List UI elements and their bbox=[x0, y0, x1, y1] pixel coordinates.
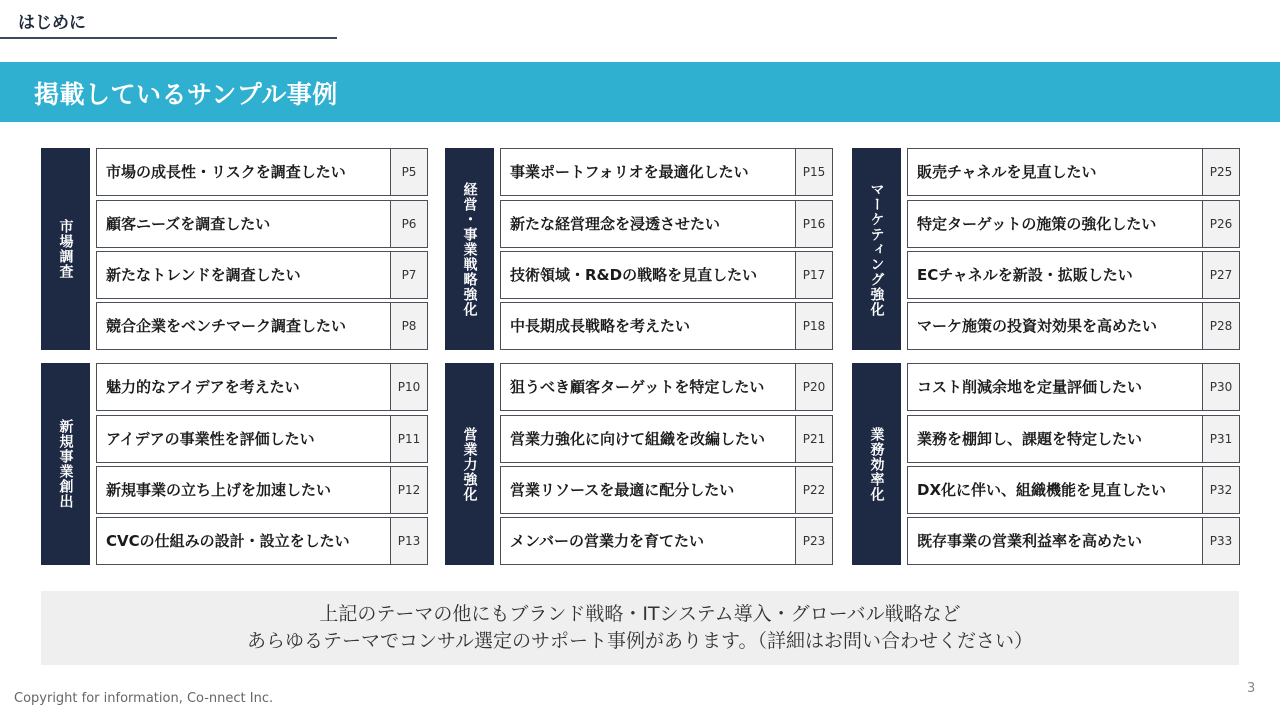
theme-item-page: P12 bbox=[390, 467, 427, 513]
theme-item-text: 市場の成長性・リスクを調査したい bbox=[106, 163, 346, 181]
category-label: 営業力強化 bbox=[461, 426, 478, 502]
theme-item-text: 営業リソースを最適に配分したい bbox=[510, 481, 735, 499]
category-label: 市場調査 bbox=[57, 219, 74, 279]
theme-item-page: P20 bbox=[795, 364, 832, 410]
theme-item-page: P27 bbox=[1202, 252, 1239, 298]
theme-item-text: 事業ポートフォリオを最適化したい bbox=[510, 163, 749, 181]
theme-item-page: P26 bbox=[1202, 201, 1239, 247]
theme-item-text: 技術領域・R&Dの戦略を見直したい bbox=[510, 266, 758, 284]
theme-item-page: P13 bbox=[390, 518, 427, 564]
theme-item-page: P5 bbox=[390, 149, 427, 195]
theme-item-text: 特定ターゲットの施策の強化したい bbox=[917, 215, 1157, 233]
theme-item[interactable] bbox=[500, 466, 833, 514]
theme-item-text: CVCの仕組みの設計・設立をしたい bbox=[106, 532, 350, 550]
theme-item[interactable] bbox=[907, 517, 1240, 565]
copyright-text: Copyright for information, Co-nnect Inc. bbox=[14, 691, 274, 706]
theme-item-text: 魅力的なアイデアを考えたい bbox=[106, 378, 300, 396]
theme-item[interactable] bbox=[907, 148, 1240, 196]
theme-item-text: メンバーの営業力を育てたい bbox=[510, 532, 704, 550]
theme-item-page: P17 bbox=[795, 252, 832, 298]
theme-item-text: 販売チャネルを見直したい bbox=[917, 163, 1097, 181]
theme-item[interactable] bbox=[96, 363, 428, 411]
theme-item-page: P10 bbox=[390, 364, 427, 410]
note-line: あらゆるテーマでコンサル選定のサポート事例があります。（詳細はお問い合わせください） bbox=[246, 630, 1034, 652]
category-label-box bbox=[445, 148, 494, 350]
theme-item[interactable] bbox=[500, 302, 833, 350]
theme-item-text: マーケ施策の投資対効果を高めたい bbox=[917, 317, 1158, 335]
section-divider bbox=[0, 37, 337, 39]
theme-item[interactable] bbox=[907, 200, 1240, 248]
section-tag: はじめに bbox=[18, 13, 86, 33]
theme-item[interactable] bbox=[500, 148, 833, 196]
category-label: マーケティング強化 bbox=[868, 181, 885, 317]
theme-item[interactable] bbox=[907, 415, 1240, 463]
category-label-box bbox=[852, 363, 901, 565]
theme-item-page: P18 bbox=[795, 303, 832, 349]
theme-item-page: P15 bbox=[795, 149, 832, 195]
theme-item-page: P25 bbox=[1202, 149, 1239, 195]
theme-item-text: 新規事業の立ち上げを加速したい bbox=[106, 481, 332, 499]
theme-item[interactable] bbox=[96, 517, 428, 565]
theme-item-page: P7 bbox=[390, 252, 427, 298]
theme-item-page: P28 bbox=[1202, 303, 1239, 349]
theme-item[interactable] bbox=[96, 251, 428, 299]
theme-group-marketing bbox=[852, 148, 1240, 350]
theme-item[interactable] bbox=[500, 415, 833, 463]
theme-group-market-research bbox=[41, 148, 428, 350]
theme-item-page: P11 bbox=[390, 416, 427, 462]
theme-item-text: 既存事業の営業利益率を高めたい bbox=[917, 532, 1143, 550]
theme-item[interactable] bbox=[500, 200, 833, 248]
page-title: 掲載しているサンプル事例 bbox=[34, 80, 338, 109]
theme-item-text: 顧客ニーズを調査したい bbox=[106, 215, 271, 233]
page-number: 3 bbox=[1247, 681, 1256, 696]
theme-item-page: P30 bbox=[1202, 364, 1239, 410]
title-banner bbox=[0, 62, 1280, 122]
theme-item-page: P22 bbox=[795, 467, 832, 513]
theme-item-page: P8 bbox=[390, 303, 427, 349]
note-box bbox=[41, 591, 1239, 665]
category-label-box bbox=[445, 363, 494, 565]
theme-item-page: P23 bbox=[795, 518, 832, 564]
theme-item[interactable] bbox=[907, 363, 1240, 411]
theme-item-text: DX化に伴い、組織機能を見直したい bbox=[917, 481, 1167, 499]
theme-item[interactable] bbox=[500, 363, 833, 411]
category-label-box bbox=[852, 148, 901, 350]
theme-item[interactable] bbox=[96, 302, 428, 350]
theme-item[interactable] bbox=[96, 148, 428, 196]
theme-group-efficiency bbox=[852, 363, 1240, 565]
theme-item[interactable] bbox=[907, 466, 1240, 514]
theme-group-management-strategy bbox=[445, 148, 833, 350]
theme-item-page: P33 bbox=[1202, 518, 1239, 564]
theme-item-text: 狙うべき顧客ターゲットを特定したい bbox=[510, 378, 765, 396]
category-label: 経営・事業戦略強化 bbox=[461, 181, 478, 317]
category-label-box bbox=[41, 363, 90, 565]
note-line: 上記のテーマの他にもブランド戦略・ITシステム導入・グローバル戦略など bbox=[319, 603, 961, 625]
theme-item-page: P21 bbox=[795, 416, 832, 462]
theme-group-new-business bbox=[41, 363, 428, 565]
theme-item-text: 新たな経営理念を浸透させたい bbox=[510, 215, 721, 233]
theme-item-text: アイデアの事業性を評価したい bbox=[106, 430, 315, 448]
theme-item-page: P32 bbox=[1202, 467, 1239, 513]
category-label: 新規事業創出 bbox=[57, 419, 74, 509]
theme-item-text: 競合企業をベンチマーク調査したい bbox=[106, 317, 347, 335]
theme-item-text: 中長期成長戦略を考えたい bbox=[510, 317, 691, 335]
theme-item[interactable] bbox=[907, 251, 1240, 299]
theme-item-page: P31 bbox=[1202, 416, 1239, 462]
theme-item[interactable] bbox=[500, 251, 833, 299]
theme-item-page: P16 bbox=[795, 201, 832, 247]
theme-item[interactable] bbox=[96, 466, 428, 514]
theme-item[interactable] bbox=[96, 415, 428, 463]
theme-item[interactable] bbox=[500, 517, 833, 565]
theme-item-page: P6 bbox=[390, 201, 427, 247]
theme-item-text: コスト削減余地を定量評価したい bbox=[917, 378, 1143, 396]
theme-item-text: 営業力強化に向けて組織を改編したい bbox=[510, 430, 766, 448]
category-label: 業務効率化 bbox=[868, 426, 885, 502]
category-label-box bbox=[41, 148, 90, 350]
theme-item-text: ECチャネルを新設・拡販したい bbox=[917, 266, 1133, 284]
theme-item[interactable] bbox=[96, 200, 428, 248]
theme-group-sales bbox=[445, 363, 833, 565]
theme-item-text: 業務を棚卸し、課題を特定したい bbox=[917, 430, 1143, 448]
theme-item-text: 新たなトレンドを調査したい bbox=[106, 266, 301, 284]
theme-item[interactable] bbox=[907, 302, 1240, 350]
